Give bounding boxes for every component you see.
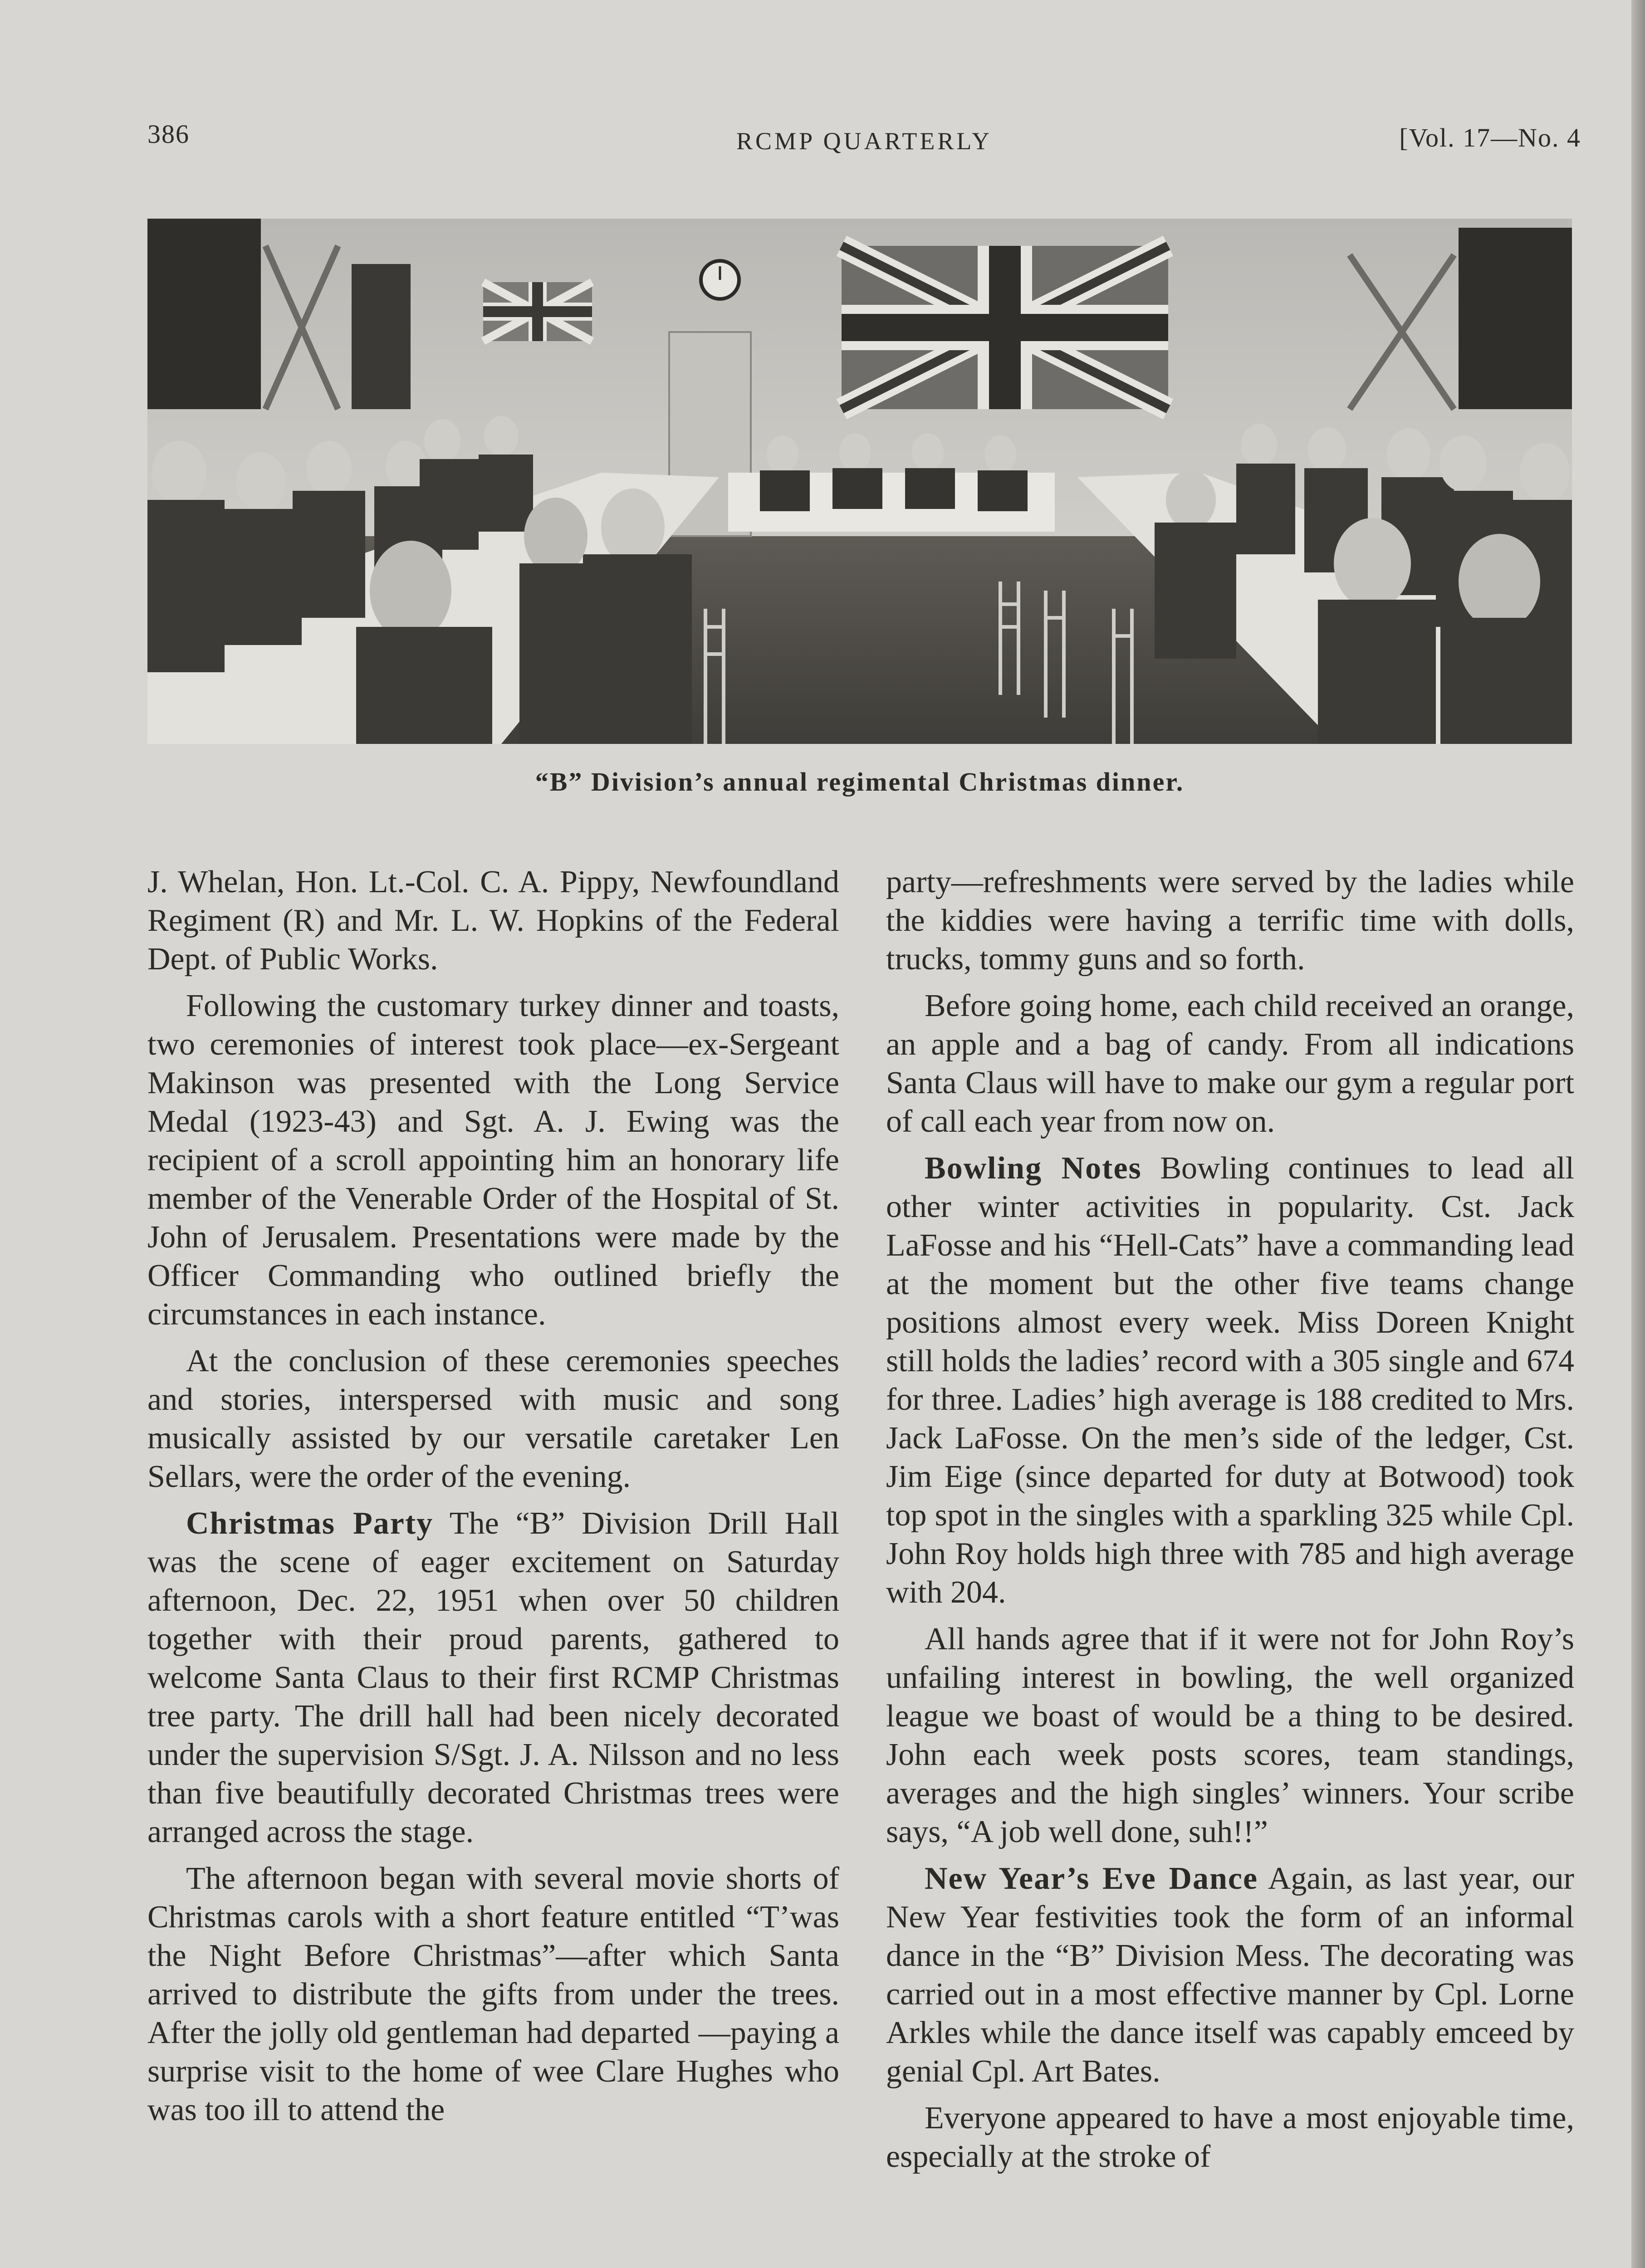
section-heading-new-years-eve-dance: New Year’s Eve Dance: [925, 1861, 1258, 1896]
paragraph: [886, 1859, 1574, 2091]
paragraph: Following the customary turkey dinner and toasts, two ceremonies of interest took place—ex-Sergeant Makinson was presented with the Long Service Medal (1923-43) and Sgt. A. J. Ewing was the recipient of a scroll appointing him an honorary life member of the Venerable Order of the Hospital of St. John of Jerusalem. Presentations were made by the Officer Commanding who outlined briefly the circumstances in each instance.: [147, 988, 839, 1332]
issue-label: [Vol. 17—No. 4: [1399, 123, 1581, 152]
page-number: 386: [147, 119, 190, 149]
journal-title: RCMP QUARTERLY: [736, 127, 992, 155]
paragraph: All hands agree that if it were not for John Roy’s unfailing interest in bowling, the well organized league we boast of would be a thing to be desired. John each week posts scores, team standings, averages and the high singles’ winners. Your scribe says, “A job well done, suh!!”: [886, 1622, 1574, 1849]
paragraph: [147, 1504, 839, 1851]
page-header: [147, 119, 1581, 160]
paragraph-body: The “B” Division Drill Hall was the scene of eager excitement on Saturday afternoon, Dec. 22, 1951 when over 50 children together with their proud parents, gathered to welcome Santa Claus to their first RCMP Christmas tree party. The drill hall had been nicely decorated under the supervision S/Sgt. J. A. Nilsson and no less than five beautifully decorated Christmas trees were arranged across the stage.: [147, 1506, 839, 1849]
paragraph: Everyone appeared to have a most enjoyable time, especially at the stroke of: [886, 2101, 1574, 2174]
paragraph: party—refreshments were served by the ladies while the kiddies were having a terrific time with dolls, trucks, tommy guns and so forth.: [886, 865, 1574, 977]
text-column-right: [886, 863, 1574, 2184]
section-heading-bowling-notes: Bowling Notes: [925, 1151, 1142, 1186]
paragraph-body: Bowling continues to lead all other winter activities in popularity. Cst. Jack LaFosse and his “Hell-Cats” have a commanding lead at the moment but the other five teams change positions almost every week. Miss Doreen Knight still holds the ladies’ record with a 305 single and 674 for three. Ladies’ high average is 188 credited to Mrs. Jack LaFosse. On the men’s side of the ledger, Cst. Jim Eige (since departed for duty at Botwood) took top spot in the singles with a sparkling 325 while Cpl. John Roy holds high three with 785 and high average with 204.: [886, 1151, 1574, 1610]
text-column-left: [147, 863, 839, 2137]
paragraph: J. Whelan, Hon. Lt.-Col. C. A. Pippy, Newfoundland Regiment (R) and Mr. L. W. Hopkins of the Federal Dept. of Public Works.: [147, 865, 839, 977]
christmas-dinner-photo: [147, 219, 1572, 744]
section-heading-christmas-party: Christmas Party: [186, 1506, 434, 1541]
paragraph: [886, 1149, 1574, 1612]
page-edge-shadow: [1631, 0, 1645, 2268]
paragraph: The afternoon began with several movie shorts of Christmas carols with a short feature entitled “T’was the Night Before Christmas”—after which Santa arrived to distribute the gifts from under the trees. After the jolly old gentleman had departed —paying a surprise visit to the home of wee Clare Hughes who was too ill to attend the: [147, 1861, 839, 2127]
photo-caption: “B” Division’s annual regimental Christmas dinner.: [535, 767, 1185, 797]
paragraph: At the conclusion of these ceremonies speeches and stories, interspersed with music and song musically assisted by our versatile caretaker Len Sellars, were the order of the evening.: [147, 1344, 839, 1494]
paragraph: Before going home, each child received an orange, an apple and a bag of candy. From all indications Santa Claus will have to make our gym a regular port of call each year from now on.: [886, 988, 1574, 1139]
paragraph-body: Again, as last year, our New Year festivities took the form of an informal dance in the “B” Division Mess. The decorating was carried out in a most effective manner by Cpl. Lorne Arkles while the dance itself was capably emceed by genial Cpl. Art Bates.: [886, 1861, 1574, 2089]
